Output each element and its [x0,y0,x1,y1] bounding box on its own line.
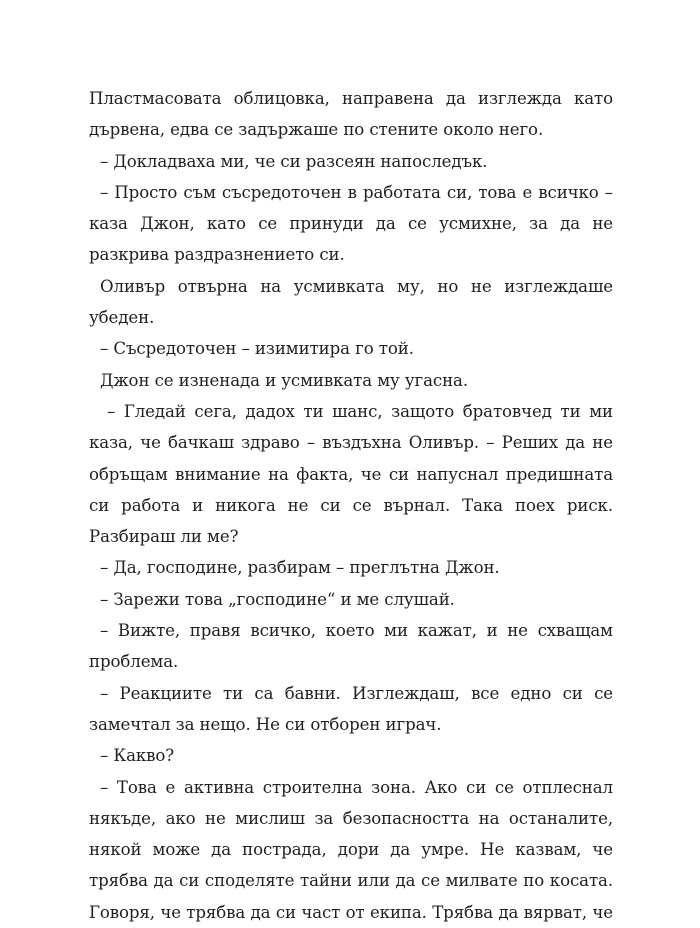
paragraph: – Вижте, правя всичко, което ми кажат, и не схващам проблема. [89,621,613,672]
paragraph: – Зарежи това „господине“ и ме слушай. [100,589,455,609]
paragraph: Джон се изненада и усмивката му угасна. [100,370,469,390]
paragraph: Пластмасовата облицовка, направена да изглежда като дървена, едва се задържаше по стените около него. [89,89,613,140]
paragraph: – Това е активна строителна зона. Ако си се отплеснал някъде, ако не мислиш за безопасността на останалите, някой може да пострада, дори да умре. Не казвам, че трябва да си споделяте тайни или да се милвате по косата. Говоря, че трябва да си част от екипа. Трябва да вярват, че [89,777,613,922]
paragraph: – Просто съм съсредоточен в работата си, това е всичко – каза Джон, като се принуди да се усмихне, за да не разкрива раздразнението си. [89,182,613,265]
body-text [89,83,613,928]
paragraph: Оливър отвърна на усмивката му, но не изглеждаше убеден. [89,276,613,328]
paragraph: – Докладваха ми, че си разсеян напоследък. [100,151,488,171]
paragraph: – Гледай сега, дадох ти шанс, защото братовчед ти ми каза, че бачкаш здраво – въздъхна Оливър. – Реших да не обръщам внимание на факта, че си напуснал предишната си работа и никога не си се върнал. Така поех риск. Разбираш ли ме? [89,401,613,547]
paragraph: – Да, господине, разбирам – преглътна Джон. [100,558,500,578]
paragraph: – Какво? [100,746,175,766]
paragraph: – Реакциите ти са бавни. Изглеждаш, все едно си се замечтал за нещо. Не си отборен играч. [89,683,613,734]
paragraph: – Съсредоточен – изимитира го той. [100,339,414,359]
